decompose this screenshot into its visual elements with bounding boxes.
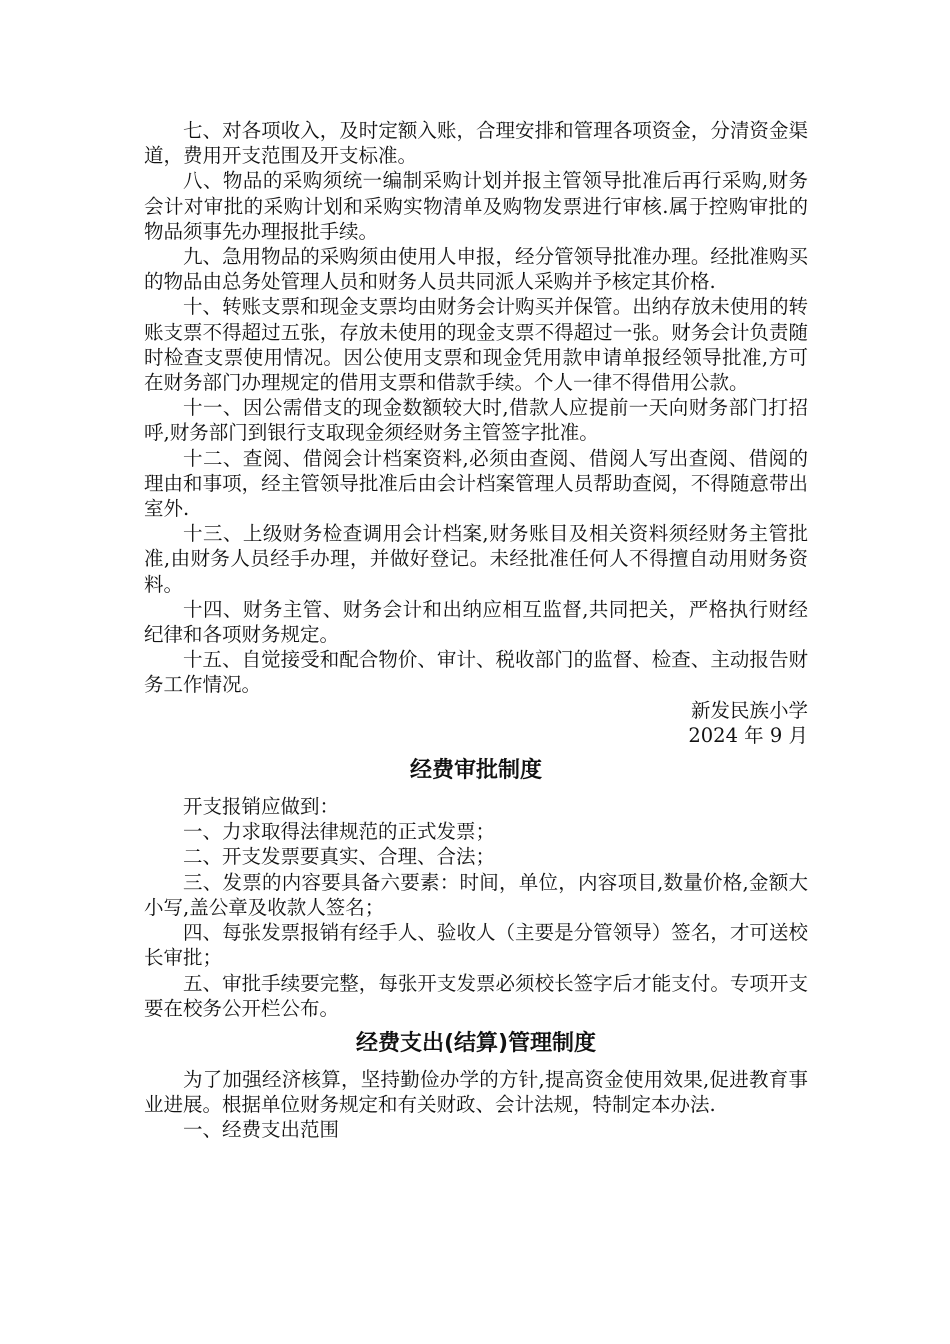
approval-item-4: 四、每张发票报销有经手人、验收人（主要是分管领导）签名，才可送校长审批； bbox=[144, 921, 808, 970]
paragraph-item-7: 七、对各项收入，及时定额入账，合理安排和管理各项资金，分清资金渠道，费用开支范围及开支标准。 bbox=[144, 119, 808, 168]
approval-item-3: 三、发票的内容要具备六要素：时间，单位，内容项目,数量价格,金额大小写,盖公章及收款人签名； bbox=[144, 870, 808, 919]
section-title-approval: 经费审批制度 bbox=[409, 758, 542, 784]
paragraph-item-15: 十五、自觉接受和配合物价、审计、税收部门的监督、检查、主动报告财务工作情况。 bbox=[144, 648, 808, 697]
approval-item-2: 二、开支发票要真实、合理、合法； bbox=[183, 845, 496, 869]
paragraph-item-12: 十二、查阅、借阅会计档案资料,必须由查阅、借阅人写出查阅、借阅的理由和事项，经主管领导批准后由会计档案管理人员帮助查阅，不得随意带出室外. bbox=[144, 446, 808, 521]
paragraph-item-10: 十、转账支票和现金支票均由财务会计购买并保管。出纳存放未使用的转账支票不得超过五张，存放未使用的现金支票不得超过一张。财务会计负责随时检查支票使用情况。因公使用支票和现金凭用款申请单报经领导批准,方可在财务部门办理规定的借用支票和借款手续。个人一律不得借用公款。 bbox=[144, 295, 808, 395]
paragraph-item-14: 十四、财务主管、财务会计和出纳应相互监督,共同把关，严格执行财经纪律和各项财务规定。 bbox=[144, 597, 808, 647]
paragraph-item-11: 十一、因公需借支的现金数额较大时,借款人应提前一天向财务部门打招呼,财务部门到银行支取现金须经财务主管签字批准。 bbox=[144, 396, 808, 445]
signature-date: 2024 年 9 月 bbox=[688, 723, 808, 747]
paragraph-item-13: 十三、上级财务检查调用会计档案,财务账目及相关资料须经财务主管批准,由财务人员经手办理，并做好登记。未经批准任何人不得擅自动用财务资料。 bbox=[144, 522, 808, 596]
approval-item-5: 五、审批手续要完整，每张开支发票必须校长签字后才能支付。专项开支要在校务公开栏公布。 bbox=[144, 971, 808, 1020]
expenditure-intro: 为了加强经济核算，坚持勤俭办学的方针,提高资金使用效果,促进教育事业进展。根据单位财务规定和有关财政、会计法规，特制定本办法. bbox=[144, 1067, 808, 1117]
approval-item-1: 一、力求取得法律规范的正式发票； bbox=[183, 820, 496, 844]
signature-org: 新发民族小学 bbox=[690, 698, 808, 722]
paragraph-item-9: 九、急用物品的采购须由使用人申报，经分管领导批准办理。经批准购买的物品由总务处管理人员和财务人员共同派人采购并予核定其价格. bbox=[144, 245, 808, 294]
document-page bbox=[144, 118, 808, 1143]
expenditure-item-1: 一、经费支出范围 bbox=[183, 1118, 340, 1142]
paragraph-item-8: 八、物品的采购须统一编制采购计划并报主管领导批准后再行采购,财务会计对审批的采购计划和采购实物清单及购物发票进行审核.属于控购审批的物品须事先办理报批手续。 bbox=[144, 169, 808, 243]
approval-intro: 开支报销应做到： bbox=[183, 795, 340, 819]
section-title-expenditure: 经费支出(结算)管理制度 bbox=[355, 1030, 597, 1056]
